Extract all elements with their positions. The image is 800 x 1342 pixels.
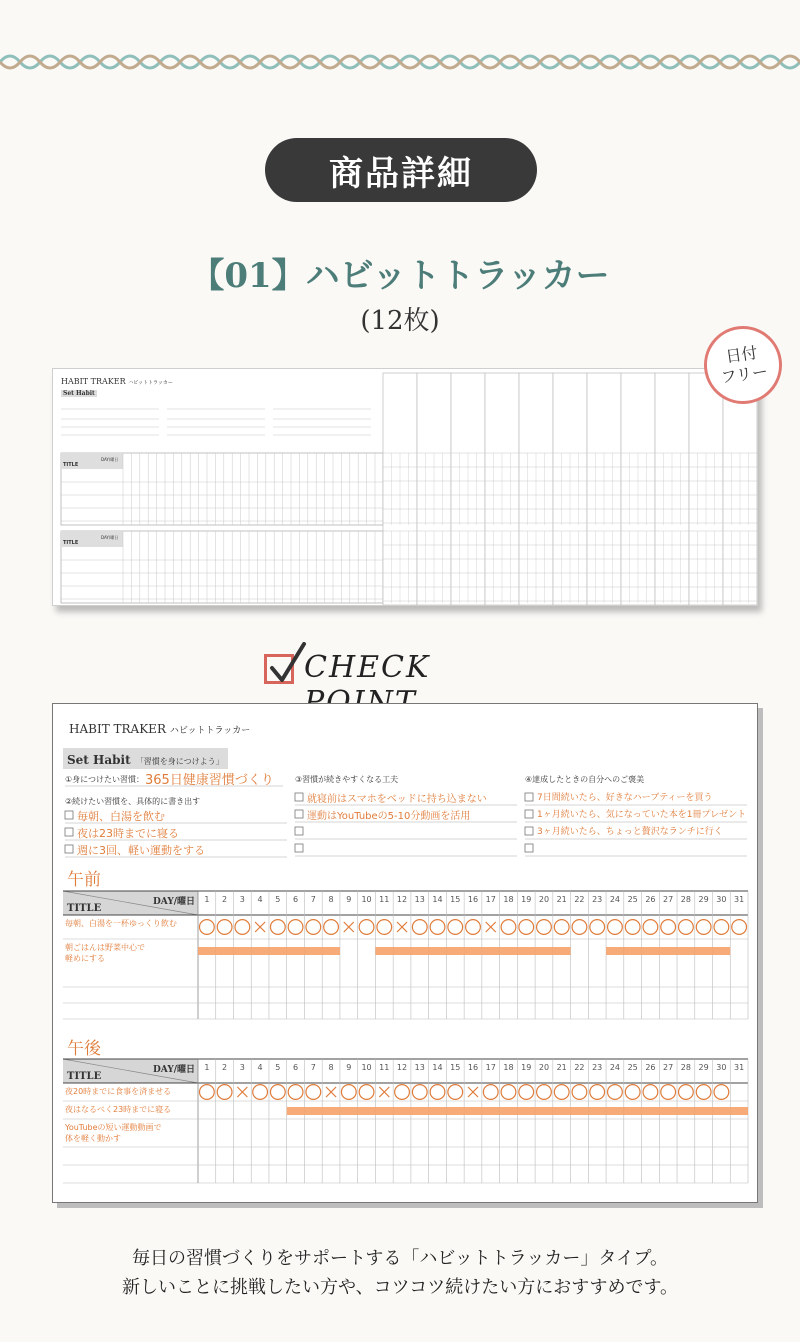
- overview-sheet: [52, 368, 758, 606]
- checkbox-icon: [525, 827, 533, 835]
- day-number: 8: [328, 1063, 334, 1072]
- day-number: 11: [379, 1063, 390, 1072]
- circle-mark: [661, 920, 676, 935]
- day-number: 18: [503, 1063, 514, 1072]
- day-number: 15: [450, 895, 461, 904]
- day-number: 10: [361, 895, 372, 904]
- circle-mark: [483, 1085, 498, 1100]
- day-number: 31: [734, 895, 745, 904]
- q3_items-item: 就寝前はスマホをベッドに持ち込まない: [307, 794, 487, 805]
- circle-mark: [590, 1085, 605, 1100]
- check-point-label: CHECK: [304, 650, 431, 685]
- overview-title-label-2: TITLE: [63, 540, 79, 546]
- circle-mark: [217, 920, 232, 935]
- product-count: (12枚): [360, 306, 440, 336]
- morning-label: 午前: [67, 870, 101, 890]
- day-number: 16: [467, 895, 479, 904]
- circle-mark: [537, 920, 552, 935]
- day-number: 10: [361, 1063, 372, 1072]
- date-free-badge: 日付 フリー: [699, 321, 787, 409]
- checkbox-icon: [65, 845, 73, 853]
- habit-title: 朝ごはんは野菜中心で: [65, 943, 145, 952]
- circle-mark: [572, 1085, 587, 1100]
- circle-mark: [501, 920, 516, 935]
- q4_items-item: 7日間続いたら、好きなハーブティーを買う: [537, 793, 713, 803]
- day-number: 9: [346, 1063, 352, 1072]
- day-number: 1: [204, 1063, 210, 1072]
- day-number: 18: [503, 895, 514, 904]
- circle-mark: [200, 1085, 215, 1100]
- circle-mark: [643, 920, 658, 935]
- circle-mark: [537, 1085, 552, 1100]
- day-number: 24: [609, 895, 621, 904]
- progress-highlight: [287, 1107, 748, 1115]
- overview-day-label-2: DAY/曜日: [101, 535, 119, 540]
- day-number: 2: [222, 895, 228, 904]
- day-number: 22: [574, 895, 585, 904]
- day-number: 21: [556, 895, 567, 904]
- day-number: 4: [257, 895, 263, 904]
- circle-mark: [572, 920, 587, 935]
- day-number: 31: [734, 1063, 745, 1072]
- day-number: 9: [346, 895, 352, 904]
- q4_items-item: 1ヶ月続いたら、気になっていた本を1冊プレゼント: [537, 810, 747, 820]
- q2-label: ②続けたい習慣を、具体的に書き出す: [65, 797, 201, 806]
- habit-title: 夜20時までに食事を済ませる: [65, 1087, 172, 1096]
- circle-mark: [661, 1085, 676, 1100]
- circle-mark: [714, 1085, 729, 1100]
- detail-heading: HABIT TRAKER ハビットトラッカー: [69, 722, 251, 736]
- progress-highlight: [375, 947, 481, 955]
- overview-set-habit: Set Habit: [63, 390, 95, 397]
- check-point-heading: [264, 648, 554, 688]
- day-number: 16: [467, 1063, 479, 1072]
- section-title: 商品詳細: [265, 138, 537, 202]
- day-number: 15: [450, 1063, 461, 1072]
- day-number: 25: [627, 895, 638, 904]
- circle-mark: [235, 920, 250, 935]
- day-number: 6: [293, 1063, 299, 1072]
- circle-mark: [625, 1085, 640, 1100]
- habit-title: 夜はなるべく23時までに寝る: [65, 1105, 172, 1114]
- circle-mark: [679, 920, 694, 935]
- q1-label: ①身につけたい習慣：: [65, 775, 145, 784]
- circle-mark: [430, 920, 445, 935]
- day-number: 30: [716, 895, 727, 904]
- progress-highlight: [198, 947, 340, 955]
- circle-mark: [430, 1085, 445, 1100]
- circle-mark: [448, 1085, 463, 1100]
- day-number: 30: [716, 1063, 727, 1072]
- circle-mark: [696, 1085, 711, 1100]
- circle-mark: [306, 920, 321, 935]
- circle-mark: [608, 1085, 623, 1100]
- overview-day-label-1: DAY/曜日: [101, 457, 119, 462]
- q2_items-item: 夜は23時までに寝る: [77, 827, 179, 840]
- day-number: 29: [698, 1063, 709, 1072]
- progress-highlight: [482, 947, 571, 955]
- habit-title: YouTubeの短い運動動画で: [65, 1123, 162, 1132]
- day-number: 20: [538, 895, 550, 904]
- q4_items-item: 3ヶ月続いたら、ちょっと贅沢なランチに行く: [537, 827, 723, 837]
- day-number: 20: [538, 1063, 550, 1072]
- circle-mark: [253, 1085, 268, 1100]
- q3-label: ③習慣が続きやすくなる工夫: [295, 775, 399, 784]
- circle-mark: [412, 920, 427, 935]
- checkbox-icon: [525, 810, 533, 818]
- circle-mark: [714, 920, 729, 935]
- circle-mark: [270, 1085, 285, 1100]
- day-number: 21: [556, 1063, 567, 1072]
- overview-heading: HABIT TRAKER ハビットトラッカー: [61, 377, 173, 386]
- morning-title-label: TITLE: [67, 903, 102, 914]
- checkbox-icon: [65, 828, 73, 836]
- circle-mark: [643, 1085, 658, 1100]
- day-number: 3: [239, 895, 245, 904]
- day-number: 17: [485, 1063, 496, 1072]
- circle-mark: [519, 1085, 534, 1100]
- day-number: 27: [663, 1063, 674, 1072]
- day-number: 12: [396, 1063, 408, 1072]
- day-number: 23: [592, 1063, 603, 1072]
- wave-divider: [0, 44, 800, 80]
- day-number: 12: [396, 895, 408, 904]
- day-number: 25: [627, 1063, 638, 1072]
- day-number: 2: [222, 1063, 228, 1072]
- morning-day-label: DAY/曜日: [153, 897, 196, 907]
- checkbox-icon: [65, 811, 73, 819]
- q3_items-item: 運動はYouTubeの5-10分動画を活用: [307, 811, 471, 822]
- day-number: 8: [328, 895, 334, 904]
- day-number: 24: [609, 1063, 621, 1072]
- progress-highlight: [606, 947, 730, 955]
- circle-mark: [324, 920, 339, 935]
- afternoon-label: 午後: [67, 1039, 101, 1059]
- circle-mark: [554, 1085, 569, 1100]
- day-number: 26: [645, 895, 656, 904]
- checkbox-icon: [295, 793, 303, 801]
- day-number: 27: [663, 895, 674, 904]
- day-number: 5: [275, 895, 281, 904]
- day-number: 1: [204, 895, 210, 904]
- circle-mark: [732, 920, 747, 935]
- overview-title-label-1: TITLE: [63, 462, 79, 468]
- circle-mark: [501, 1085, 516, 1100]
- q1-answer: 365日健康習慣づくり: [145, 773, 274, 788]
- circle-mark: [466, 920, 481, 935]
- circle-mark: [377, 920, 392, 935]
- circle-mark: [288, 920, 303, 935]
- circle-mark: [696, 920, 711, 935]
- day-number: 14: [432, 1063, 443, 1072]
- q4-label: ④達成したときの自分へのご褒美: [525, 775, 645, 784]
- set-habit-label: Set Habit 「習慣を身につけよう」: [63, 748, 228, 769]
- afternoon-title-label: TITLE: [67, 1071, 102, 1082]
- circle-mark: [625, 920, 640, 935]
- detail-sheet: [52, 703, 758, 1203]
- day-number: 11: [379, 895, 390, 904]
- day-number: 26: [645, 1063, 656, 1072]
- day-number: 23: [592, 895, 603, 904]
- circle-mark: [217, 1085, 232, 1100]
- day-number: 4: [257, 1063, 263, 1072]
- circle-mark: [288, 1085, 303, 1100]
- checkbox-icon: [295, 810, 303, 818]
- day-number: 19: [521, 895, 532, 904]
- circle-mark: [590, 920, 605, 935]
- circle-mark: [448, 920, 463, 935]
- circle-mark: [679, 1085, 694, 1100]
- day-number: 28: [680, 895, 691, 904]
- afternoon-day-label: DAY/曜日: [153, 1065, 196, 1075]
- checkbox-icon: [295, 827, 303, 835]
- day-number: 13: [414, 895, 425, 904]
- day-number: 14: [432, 895, 443, 904]
- q2_items-item: 毎朝、白湯を飲む: [77, 810, 165, 823]
- day-number: 3: [239, 1063, 245, 1072]
- checkbox-icon: [295, 844, 303, 852]
- day-number: 22: [574, 1063, 585, 1072]
- day-number: 7: [310, 1063, 316, 1072]
- circle-mark: [412, 1085, 427, 1100]
- footer-line-1: 毎日の習慣づくりをサポートする「ハビットトラッカー」タイプ。: [131, 1248, 669, 1269]
- circle-mark: [306, 1085, 321, 1100]
- product-title: 【01】ハビットトラッカー: [190, 256, 610, 296]
- circle-mark: [519, 920, 534, 935]
- day-number: 6: [293, 895, 299, 904]
- circle-mark: [554, 920, 569, 935]
- habit-title-line2: 軽めにする: [65, 954, 105, 963]
- day-number: 5: [275, 1063, 281, 1072]
- circle-mark: [359, 920, 374, 935]
- footer-line-2: 新しいことに挑戦したい方や、コツコツ続けたい方におすすめです。: [121, 1277, 679, 1298]
- checkbox-icon: [525, 793, 533, 801]
- circle-mark: [608, 920, 623, 935]
- q2_items-item: 週に3回、軽い運動をする: [77, 844, 205, 857]
- day-number: 28: [680, 1063, 691, 1072]
- overview-sheet-drawing: [53, 369, 758, 606]
- day-number: 13: [414, 1063, 425, 1072]
- habit-title: 毎朝、白湯を一杯ゆっくり飲む: [65, 919, 177, 928]
- circle-mark: [359, 1085, 374, 1100]
- habit-title-line2: 体を軽く動かす: [65, 1134, 121, 1143]
- day-number: 7: [310, 895, 316, 904]
- circle-mark: [395, 1085, 410, 1100]
- day-number: 29: [698, 895, 709, 904]
- circle-mark: [270, 920, 285, 935]
- day-number: 19: [521, 1063, 532, 1072]
- circle-mark: [200, 920, 215, 935]
- checkmark-icon: [268, 642, 308, 686]
- checkbox-icon: [525, 844, 533, 852]
- circle-mark: [341, 1085, 356, 1100]
- day-number: 17: [485, 895, 496, 904]
